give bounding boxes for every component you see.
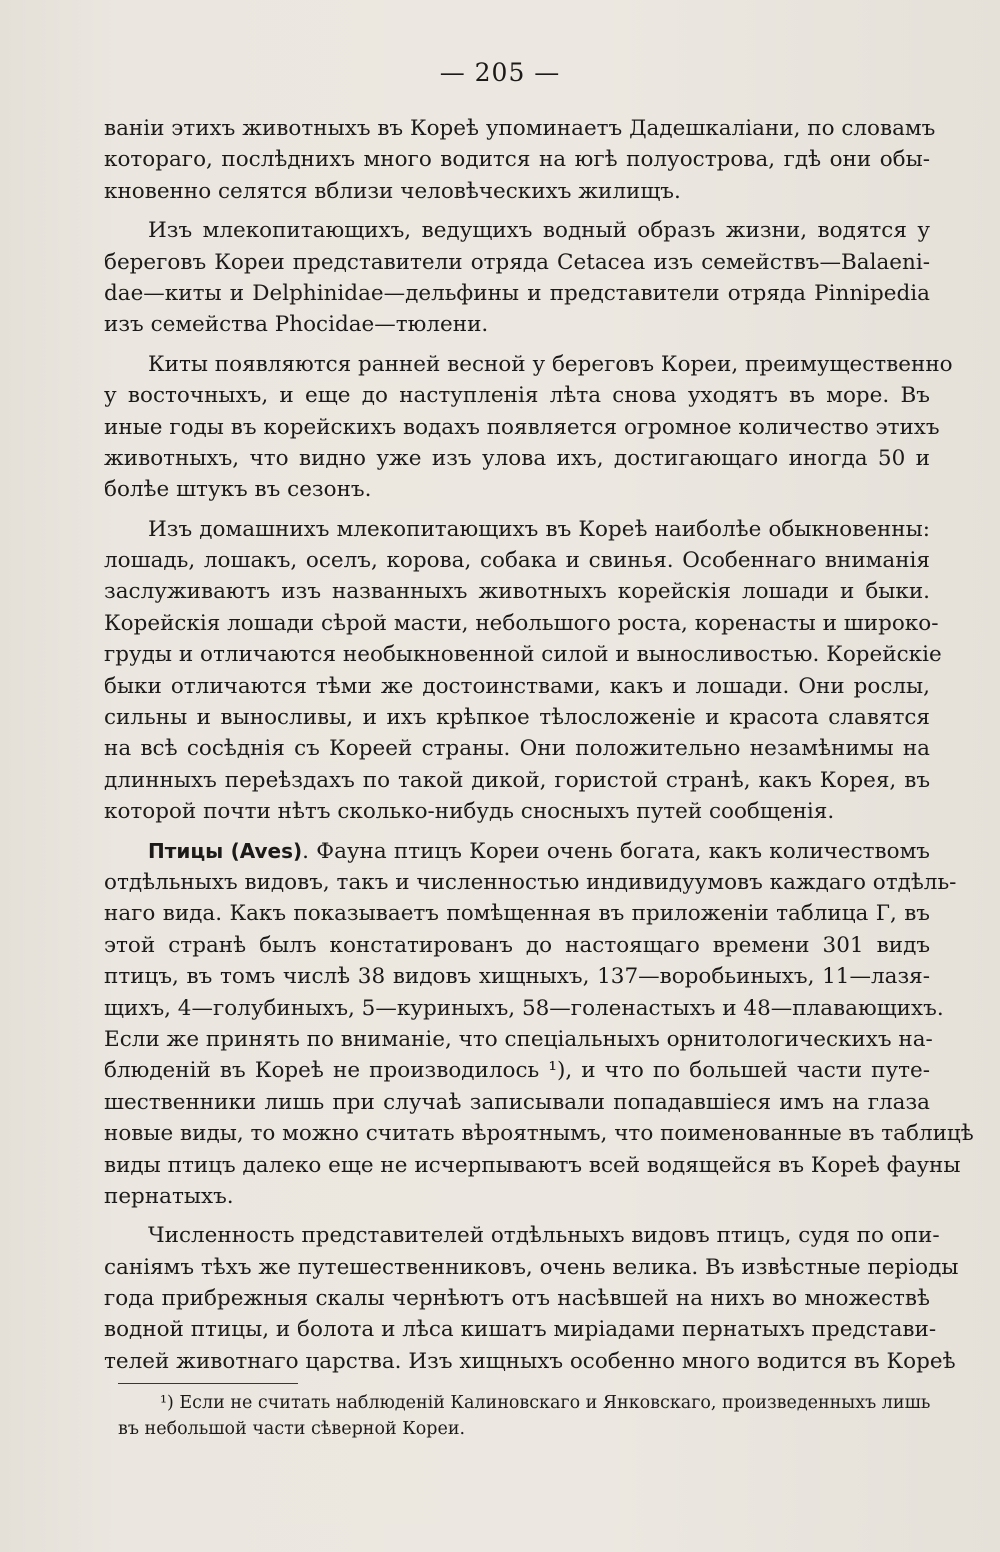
text-line: у восточныхъ, и еще до наступленiя лѣта снова уходятъ въ море. Въ: [104, 383, 930, 409]
text-line: береговъ Кореи представители отряда Cetacea изъ семействъ—Balaeni-: [104, 249, 930, 275]
section-heading: Птицы (Aves): [148, 838, 303, 863]
text-line: телей животнаго царства. Изъ хищныхъ особенно много водится въ Кореѣ: [104, 1348, 956, 1374]
text-line: Корейскiя лошади сѣрой масти, небольшого роста, коренасты и широко-: [104, 610, 939, 636]
text-line: санiямъ тѣхъ же путешественниковъ, очень велика. Въ извѣстные перiоды: [104, 1254, 959, 1280]
text-line: на всѣ сосѣднiя съ Кореей страны. Они положительно незамѣнимы на: [104, 736, 930, 762]
paragraph: [104, 514, 942, 828]
footnote: [118, 1390, 930, 1442]
text-line: водной птицы, и болота и лѣса кишатъ мирiадами пернатыхъ представи-: [104, 1317, 937, 1343]
text-line: отдѣльныхъ видовъ, такъ и численностью индивидуумовъ каждаго отдѣль-: [104, 869, 957, 895]
text-line: быки отличаются тѣми же достоинствами, какъ и лошади. Они рослы,: [104, 673, 930, 699]
text-line: птицъ, въ томъ числѣ 38 видовъ хищныхъ, 137—воробьиныхъ, 11—лазя-: [104, 964, 930, 990]
text-line: иные годы въ корейскихъ водахъ появляется огромное количество этихъ: [104, 414, 940, 440]
text-line: кновенно селятся вблизи человѣческихъ жилищъ.: [104, 178, 681, 204]
text-line: лошадь, лошакъ, оселъ, корова, собака и свинья. Особеннаго вниманiя: [104, 548, 930, 574]
text-fragment: . Фауна птицъ Кореи очень богата, какъ количествомъ: [302, 838, 930, 864]
text-line: наго вида. Какъ показываетъ помѣщенная въ приложенiи таблица Г, въ: [104, 901, 930, 927]
paragraph: [104, 349, 953, 506]
text-line: пернатыхъ.: [104, 1183, 234, 1209]
text-line: новые виды, то можно считать вѣроятнымъ, что поименованные въ таблицѣ: [104, 1121, 974, 1147]
text-line: ванiи этихъ животныхъ въ Кореѣ упоминаетъ Дадешкалiани, по словамъ: [104, 116, 936, 141]
text-line: заслуживаютъ изъ названныхъ животныхъ корейскiя лошади и быки.: [104, 579, 930, 605]
text-line: этой странѣ былъ констатированъ до настоящаго времени 301 видъ: [104, 932, 930, 958]
text-line: Если же принять по вниманiе, что спецiальныхъ орнитологическихъ на-: [104, 1026, 933, 1052]
paragraph-birds: [104, 836, 974, 1213]
text-line: Изъ млекопитающихъ, ведущихъ водный образъ жизни, водятся у: [148, 218, 930, 244]
text-line: сильны и выносливы, и ихъ крѣпкое тѣлосложенiе и красота славятся: [104, 705, 930, 731]
text-line: котораго, послѣднихъ много водится на югѣ полуострова, гдѣ они обы-: [104, 147, 930, 173]
text-line: изъ семейства Phocidae—тюлени.: [104, 312, 489, 338]
text-line: длинныхъ переѣздахъ по такой дикой, гористой странѣ, какъ Корея, въ: [104, 767, 930, 793]
paragraph: [104, 113, 936, 207]
text-line: щихъ, 4—голубиныхъ, 5—куриныхъ, 58—голенастыхъ и 48—плавающихъ.: [104, 995, 944, 1021]
text-line: года прибрежныя скалы чернѣютъ отъ насѣвшей на нихъ во множествѣ: [104, 1286, 930, 1312]
text-line: Численность представителей отдѣльныхъ видовъ птицъ, судя по опи-: [148, 1223, 940, 1249]
text-line: груды и отличаются необыкновенной силой и выносливостью. Корейскiе: [104, 642, 942, 668]
footnote-divider: [118, 1383, 298, 1384]
text-line: dae—киты и Delphinidae—дельфины и представители отряда Pinnipedia: [104, 280, 930, 306]
footnote-line: въ небольшой части сѣверной Кореи.: [118, 1419, 466, 1439]
text-line: шественники лишь при случаѣ записывали попадавшiеся имъ на глаза: [104, 1089, 930, 1115]
paragraph: [104, 1220, 959, 1377]
text-line: болѣе штукъ въ сезонъ.: [104, 477, 372, 503]
paragraph: [104, 215, 930, 341]
main-text: [104, 113, 974, 1377]
footnote-line: ¹) Если не считать наблюденiй Калиновскаго и Янковскаго, произведенныхъ лишь: [160, 1393, 931, 1413]
text-line: животныхъ, что видно уже изъ улова ихъ, достигающаго иногда 50 и: [104, 445, 930, 471]
text-line: блюденiй въ Кореѣ не производилось ¹), и что по большей части путе-: [104, 1058, 930, 1084]
text-line: Изъ домашнихъ млекопитающихъ въ Кореѣ наиболѣе обыкновенны:: [148, 516, 930, 542]
text-line: виды птицъ далеко еще не исчерпываютъ всей водящейся въ Кореѣ фауны: [104, 1152, 961, 1178]
text-line: которой почти нѣтъ сколько-нибудь сносныхъ путей сообщенiя.: [104, 799, 835, 825]
text-line: Киты появляются ранней весной у береговъ Кореи, преимущественно: [148, 351, 953, 377]
page-number: — 205 —: [439, 58, 561, 87]
text-line: [104, 836, 930, 867]
